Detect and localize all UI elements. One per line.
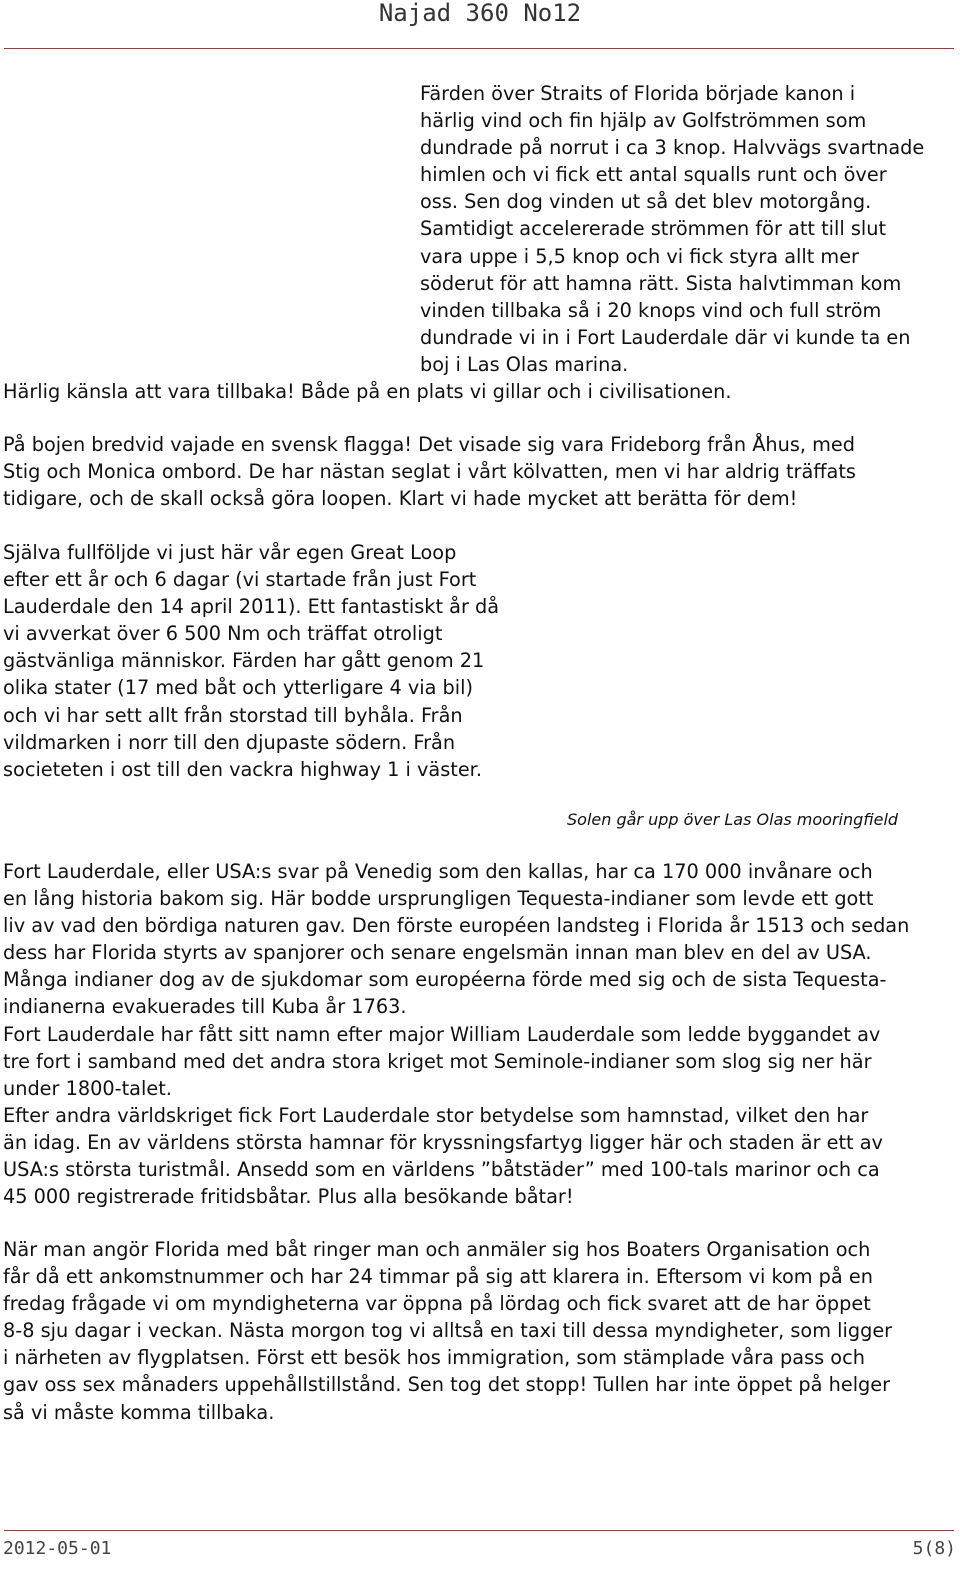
paragraph-fort-lauderdale-history: Fort Lauderdale, eller USA:s svar på Venedig som den kallas, har ca 170 000 invånare och en lång historia bakom sig. Här bodde ursprungligen Tequesta-indianer som levde ett gott liv av vad den bördiga naturen gav. Den förste européen landsteg i Florida år 1513 och sedan dess har Florida styrts av spanjorer och senare engelsmän innan man blev en del av USA. Många indianer dog av de sjukdomar som européerna förde med sig och de sista Tequesta- indianerna evakuerades till Kuba år 1763. Fort Lauderdale har fått sitt namn efter major William Lauderdale som ledde byggandet av tre fort i samband med det andra stora kriget mot Seminole-indianer som slog sig ner här under 1800-talet. Efter andra världskriget fick Fort Lauderdale stor betydelse som hamnstad, vilket den har än idag. En av världens största hamnar för kryssningsfartyg ligger här och staden är ett av USA:s största turistmål. Ansedd som en världens ”båtstäder” med 100-tals marinor och ca 45 000 registrerade fritidsbåtar. Plus alla besökande båtar!: [3, 860, 910, 1209]
page-header-title: Najad 360 No12: [378, 0, 582, 27]
footer-page-number: 5(8): [912, 1538, 956, 1559]
paragraph-clearing-in: När man angör Florida med båt ringer man och anmäler sig hos Boaters Organisation och får då ett ankomstnummer och har 24 timmar på sig att klarera in. Eftersom vi kom på en fredag frågade vi om myndigheterna var öppna på lördag och fick svaret att de har öppet 8-8 sju dagar i veckan. Nästa morgon tog vi alltså en taxi till dessa myndigheter, som ligger i närheten av flygplatsen. Först ett besök hos immigration, som stämplade våra pass och gav oss sex månaders uppehållstillstånd. Sen tog det stopp! Tullen har inte öppet på helger så vi måste komma tillbaka.: [3, 1238, 893, 1424]
image-caption: Solen går upp över Las Olas mooringfield: [567, 810, 899, 829]
footer-divider: [4, 1530, 954, 1531]
footer-date: 2012-05-01: [3, 1538, 112, 1559]
header-divider: [4, 48, 954, 49]
paragraph-swedish-flag: På bojen bredvid vajade en svensk flagga! Det visade sig vara Frideborg från Åhus, med Stig och Monica ombord. De har nästan seglat i vårt kölvatten, men vi har aldrig träffats tidigare, och de skall också göra loopen. Klart vi hade mycket att berätta för dem!: [3, 433, 856, 511]
paragraph-great-loop: Själva fullföljde vi just här vår egen Great Loop efter ett år och 6 dagar (vi startade från just Fort Lauderdale den 14 april 2011). Ett fantastiskt år då vi avverkat över 6 500 Nm och träffat otroligt gästvänliga människor. Färden har gått genom 21 olika stater (17 med båt och ytterligare 4 via bil) och vi har sett allt från storstad till byhåla. Från vildmarken i norr till den djupaste södern. Från societeten i ost till den vackra highway 1 i väster.: [3, 541, 500, 781]
paragraph-crossing: Färden över Straits of Florida började kanon i härlig vind och fin hjälp av Golfströmmen som dundrade på norrut i ca 3 knop. Halvvägs svartnade himlen och vi fick ett antal squalls runt och över oss. Sen dog vinden ut så det blev motorgång. Samtidigt accelererade strömmen för att till slut vara uppe i 5,5 knop och vi fick styra allt mer söderut för att hamna rätt. Sista halvtimman kom vinden tillbaka så i 20 knops vind och full ström dundrade vi in i Fort Lauderdale där vi kunde ta en boj i Las Olas marina.: [420, 82, 925, 376]
paragraph-crossing-tail: Härlig känsla att vara tillbaka! Både på en plats vi gillar och i civilisationen.: [3, 380, 732, 403]
